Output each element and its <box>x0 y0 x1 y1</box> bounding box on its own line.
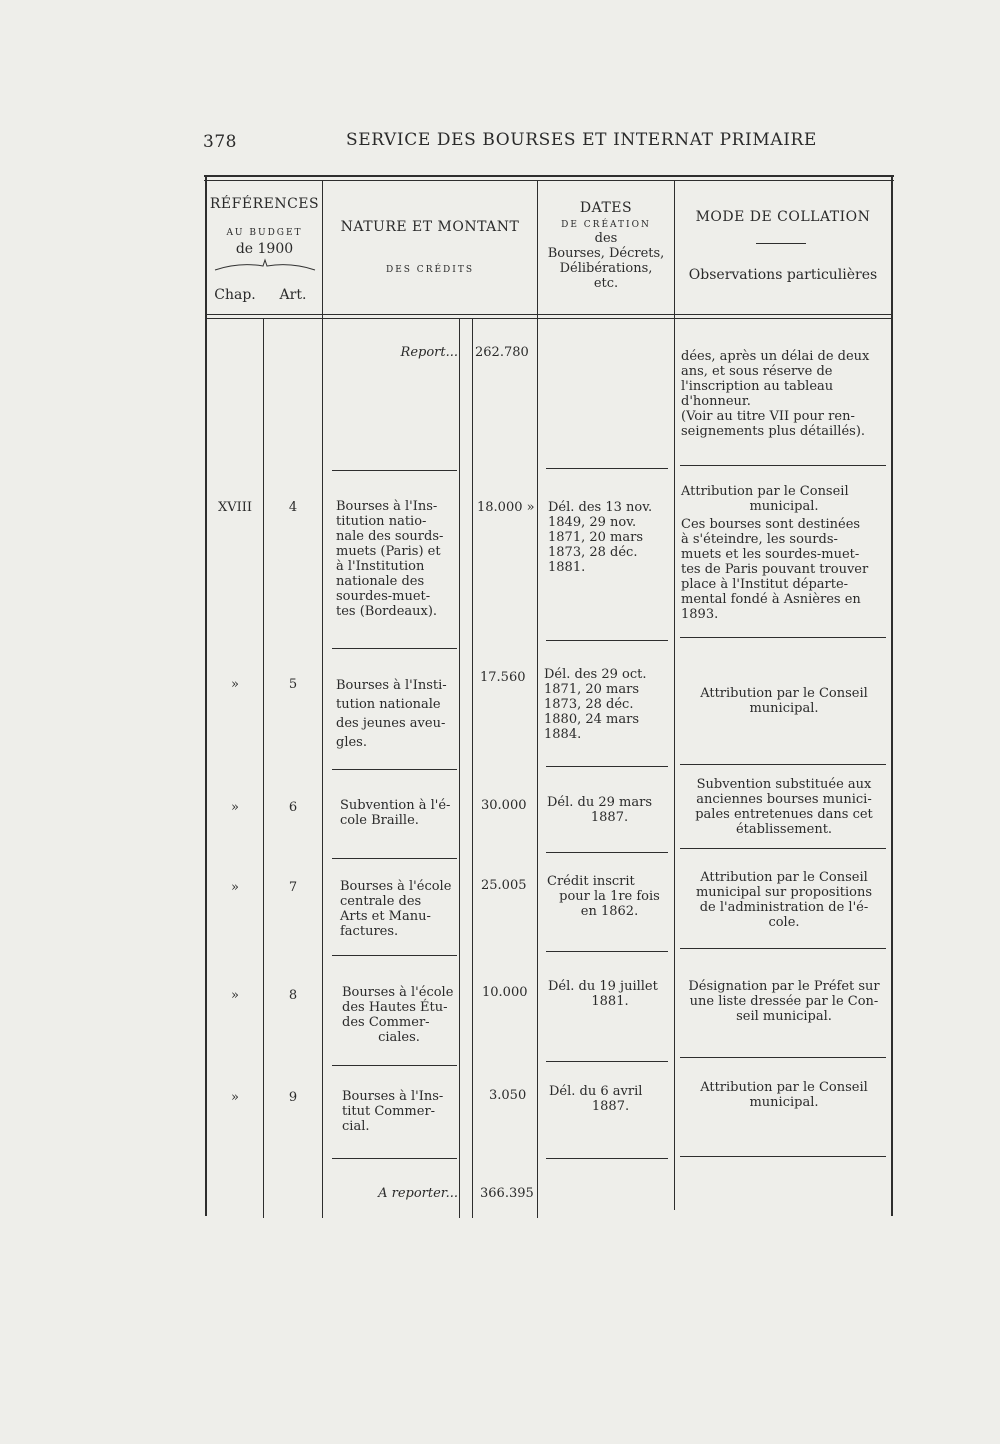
report-obs-line: d'honneur. <box>681 394 751 409</box>
table-right-border <box>891 176 893 1216</box>
row-nature <box>342 1089 456 1134</box>
row-rule <box>332 470 457 471</box>
page-number: 378 <box>203 132 237 152</box>
row-amount: 17.560 <box>480 670 526 685</box>
report-obs-line: (Voir au titre VII pour ren- <box>681 409 855 424</box>
row-rule <box>546 951 668 952</box>
dates-line: 1871, 20 mars <box>548 530 643 545</box>
col-sep-art-nature <box>322 180 323 1218</box>
nature-line: Bourses à l'école <box>342 985 454 1000</box>
dates-line: Dél. des 29 oct. <box>544 667 647 682</box>
nature-line: titut Commer- <box>342 1104 436 1119</box>
row-dates <box>548 979 672 1009</box>
dates-line: Dél. du 19 juillet <box>548 979 658 994</box>
row-rule <box>680 764 886 765</box>
nature-line: muets (Paris) et <box>336 544 441 559</box>
row-rule <box>680 848 886 849</box>
row-mode <box>681 777 887 837</box>
dates-line: 1884. <box>544 727 582 742</box>
running-title: SERVICE DES BOURSES ET INTERNAT PRIMAIRE <box>346 130 817 150</box>
row-art: 7 <box>288 880 298 895</box>
mode-line: municipal sur propositions <box>695 885 872 900</box>
header-dates-line: Délibérations, <box>559 261 653 276</box>
header-dates: DATES <box>579 200 633 216</box>
nature-line: des jeunes aveu- <box>336 716 446 731</box>
col-sep-amount-dates <box>537 180 538 1218</box>
row-dates <box>548 500 672 575</box>
row-rule <box>332 1158 457 1159</box>
mode-line: Ces bourses sont destinées <box>681 517 861 532</box>
mode-line: de l'administration de l'é- <box>699 900 869 915</box>
dates-line: 1887. <box>590 810 629 825</box>
header-dates-line: etc. <box>593 276 619 291</box>
mode-line: seil municipal. <box>736 1009 832 1024</box>
dates-line: 1873, 28 déc. <box>548 545 638 560</box>
row-rule <box>546 640 668 641</box>
col-sep-nature-amount <box>459 318 460 1218</box>
nature-line: Bourses à l'école <box>340 879 452 894</box>
dates-line: 1873, 28 déc. <box>544 697 634 712</box>
mode-line: Désignation par le Préfet sur <box>688 979 880 994</box>
nature-line: des Hautes Étu- <box>342 1000 448 1015</box>
dates-line: 1880, 24 mars <box>544 712 639 727</box>
nature-line: ciales. <box>378 1030 420 1045</box>
dates-line: 1871, 20 mars <box>544 682 639 697</box>
row-chap: » <box>231 988 239 1003</box>
row-mode <box>681 1080 887 1110</box>
mode-line: Subvention substituée aux <box>696 777 872 792</box>
row-rule <box>546 468 668 469</box>
row-rule <box>546 852 668 853</box>
nature-line: Subvention à l'é- <box>340 798 451 813</box>
dates-line: 1887. <box>591 1099 630 1114</box>
row-dates <box>547 874 672 919</box>
nature-line: gles. <box>336 735 367 750</box>
row-chap: » <box>231 800 239 815</box>
mode-line: muets et les sourdes-muet- <box>681 547 860 562</box>
col-sep-chap-art <box>263 318 264 1218</box>
dates-line: 1881. <box>548 560 586 575</box>
row-mode <box>681 979 887 1024</box>
mode-line: municipal. <box>749 701 819 716</box>
row-chap: XVIII <box>217 500 253 515</box>
mode-line: Attribution par le Conseil <box>700 870 868 885</box>
total-label: A reporter... <box>378 1186 458 1201</box>
nature-line: des Commer- <box>342 1015 430 1030</box>
row-art: 4 <box>288 500 298 515</box>
row-chap: » <box>231 1090 239 1105</box>
nature-line: titution natio- <box>336 514 427 529</box>
dates-line: 1849, 29 nov. <box>548 515 637 530</box>
mode-line: cole. <box>768 915 800 930</box>
row-rule <box>680 465 886 466</box>
nature-line: factures. <box>340 924 399 939</box>
nature-line: Arts et Manu- <box>340 909 431 924</box>
header-nature: NATURE ET MONTANT <box>340 219 520 235</box>
nature-line: Bourses à l'Ins- <box>336 499 438 514</box>
dates-line: 1881. <box>591 994 629 1009</box>
mode-line: anciennes bourses munici- <box>696 792 872 807</box>
row-rule <box>332 858 457 859</box>
report-amount: 262.780 <box>475 345 529 360</box>
header-mode-dash <box>756 243 806 244</box>
row-rule <box>546 1061 668 1062</box>
header-year: de 1900 <box>235 241 294 257</box>
row-art: 9 <box>288 1090 298 1105</box>
dates-line: Dél. du 29 mars <box>547 795 653 810</box>
table-top-rule-thin <box>204 180 894 181</box>
header-chap: Chap. <box>214 287 256 303</box>
dates-line: Crédit inscrit <box>547 874 635 889</box>
row-art: 6 <box>288 800 298 815</box>
row-nature <box>342 985 456 1045</box>
mode-line: tes de Paris pouvant trouver <box>681 562 869 577</box>
row-amount: 18.000 » <box>477 500 535 515</box>
row-rule <box>546 1158 668 1159</box>
row-amount: 25.005 <box>481 878 527 893</box>
nature-line: tution nationale <box>336 697 441 712</box>
nature-line: à l'Institution <box>336 559 425 574</box>
report-obs-line: l'inscription au tableau <box>681 379 834 394</box>
row-rule <box>680 637 886 638</box>
report-obs-line: seignements plus détaillés). <box>681 424 866 439</box>
mode-line: Attribution par le Conseil <box>681 484 849 499</box>
header-au-budget: AU BUDGET <box>226 228 303 238</box>
header-dates-lines <box>538 231 674 291</box>
row-dates <box>549 1084 672 1114</box>
nature-line: nationale des <box>336 574 425 589</box>
report-obs-line: dées, après un délai de deux <box>681 349 870 364</box>
row-rule <box>332 1065 457 1066</box>
nature-line: cole Braille. <box>340 813 419 828</box>
row-nature <box>340 798 458 828</box>
row-rule <box>332 769 457 770</box>
dates-line: Dél. des 13 nov. <box>548 500 653 515</box>
header-dates-line: des <box>594 231 618 246</box>
mode-line: Attribution par le Conseil <box>700 686 868 701</box>
row-mode <box>681 686 887 716</box>
row-nature <box>336 676 458 752</box>
row-mode <box>681 870 887 930</box>
mode-line: 1893. <box>681 607 719 622</box>
report-obs-line: ans, et sous réserve de <box>681 364 833 379</box>
brace-decoration <box>213 258 317 272</box>
mode-line: municipal. <box>749 1095 819 1110</box>
table-left-border <box>205 176 207 1216</box>
row-amount: 10.000 <box>482 985 528 1000</box>
mode-line: mental fondé à Asnières en <box>681 592 861 607</box>
row-chap: » <box>231 677 239 692</box>
col-sep-amount-left <box>472 318 473 1218</box>
row-rule <box>546 766 668 767</box>
report-label: Report... <box>400 345 458 360</box>
header-de-creation: DE CRÉATION <box>561 220 651 230</box>
header-art: Art. <box>279 287 307 303</box>
row-amount: 3.050 <box>489 1088 527 1103</box>
nature-line: Bourses à l'Ins- <box>342 1089 444 1104</box>
row-rule <box>680 1057 886 1058</box>
mode-line: à s'éteindre, les sourds- <box>681 532 838 547</box>
row-rule <box>332 648 457 649</box>
header-observations: Observations particulières <box>688 267 878 283</box>
nature-line: cial. <box>342 1119 370 1134</box>
report-observation <box>681 349 887 439</box>
row-rule <box>332 955 457 956</box>
nature-line: tes (Bordeaux). <box>336 604 438 619</box>
header-bottom-rule <box>206 318 891 319</box>
row-mode <box>681 484 887 622</box>
mode-line: Attribution par le Conseil <box>700 1080 868 1095</box>
row-dates <box>547 795 672 825</box>
header-bottom-rule-2 <box>206 314 891 315</box>
col-sep-dates-mode <box>674 180 675 1210</box>
row-art: 8 <box>288 988 298 1003</box>
row-chap: » <box>231 880 239 895</box>
nature-line: sourdes-muet- <box>336 589 431 604</box>
row-nature <box>336 499 456 619</box>
nature-line: centrale des <box>340 894 422 909</box>
header-references: RÉFÉRENCES <box>209 196 320 212</box>
mode-line: pales entretenues dans cet <box>695 807 873 822</box>
row-rule <box>680 1156 886 1157</box>
nature-line: nale des sourds- <box>336 529 444 544</box>
mode-line: établissement. <box>735 822 833 837</box>
dates-line: Dél. du 6 avril <box>549 1084 643 1099</box>
mode-line: place à l'Institut départe- <box>681 577 849 592</box>
table-top-rule <box>204 175 894 177</box>
nature-line: Bourses à l'Insti- <box>336 678 447 693</box>
row-rule <box>680 948 886 949</box>
mode-line: une liste dressée par le Con- <box>689 994 879 1009</box>
header-dates-line: Bourses, Décrets, <box>547 246 665 261</box>
dates-line: pour la 1re fois <box>559 889 660 904</box>
header-des-credits: DES CRÉDITS <box>386 265 474 275</box>
row-art: 5 <box>288 677 298 692</box>
row-nature <box>340 879 456 939</box>
row-amount: 30.000 <box>481 798 527 813</box>
header-mode: MODE DE COLLATION <box>695 209 871 225</box>
mode-line: municipal. <box>749 499 819 514</box>
row-dates <box>544 667 672 742</box>
dates-line: en 1862. <box>580 904 639 919</box>
total-amount: 366.395 <box>480 1186 534 1201</box>
